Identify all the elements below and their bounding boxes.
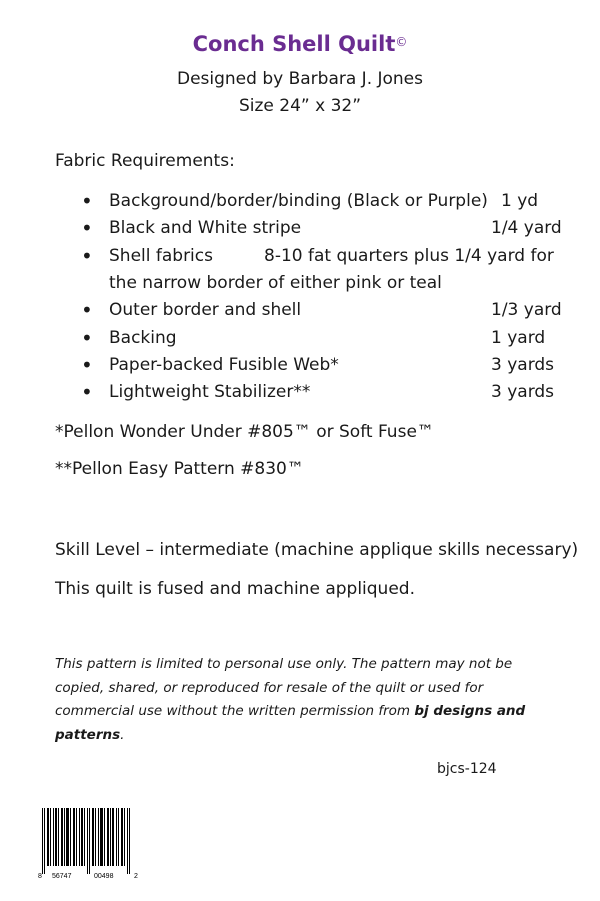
fabric-item-amount: 1/3 yard xyxy=(491,300,562,320)
skill-level: Skill Level – intermediate (machine applique skills necessary) xyxy=(55,540,579,560)
barcode xyxy=(38,808,142,880)
fabric-item-continuation: the narrow border of either pink or teal xyxy=(109,273,442,293)
footnote-easy-pattern: **Pellon Easy Pattern #830™ xyxy=(55,459,304,479)
barcode-digits-group2: 00498 xyxy=(94,873,114,880)
company-name: bj designs and patterns xyxy=(55,703,526,743)
bullet-icon: • xyxy=(81,189,93,213)
bullet-icon: • xyxy=(81,216,93,240)
usage-notice xyxy=(55,653,555,747)
fabric-item-amount: 8-10 fat quarters plus 1/4 yard for xyxy=(264,246,554,266)
fabric-item-name: Backing xyxy=(109,328,177,348)
fabric-item-name: Paper-backed Fusible Web* xyxy=(109,355,339,375)
barcode-icon xyxy=(38,808,142,880)
fabric-item-amount: 1/4 yard xyxy=(491,218,562,238)
usage-notice-text: This pattern is limited to personal use only. The pattern may not be copied, shared, or reproduced for resale of the quilt or used for commercial use without the written permission from xyxy=(55,656,513,719)
barcode-digit-right: 2 xyxy=(134,873,138,880)
fabric-item-name: Black and White stripe xyxy=(109,218,302,238)
fabric-item-amount: 3 yards xyxy=(491,382,555,402)
construction-method: This quilt is fused and machine appliqued. xyxy=(55,579,415,599)
fabric-item-name: Background/border/binding (Black or Purple) xyxy=(109,191,488,211)
fabric-item-amount: 1 yd xyxy=(501,191,539,211)
bullet-icon: • xyxy=(81,244,93,268)
footnote-wonder-under: *Pellon Wonder Under #805™ or Soft Fuse™ xyxy=(55,422,434,442)
fabric-item-amount: 3 yards xyxy=(491,355,555,375)
title-text: Conch Shell Quilt xyxy=(192,32,396,56)
bullet-icon: • xyxy=(81,326,93,350)
fabric-item-name: Shell fabrics xyxy=(109,246,213,266)
pattern-title xyxy=(0,32,600,56)
designer-line: Designed by Barbara J. Jones xyxy=(176,69,424,89)
fabric-item-amount: 1 yard xyxy=(491,328,546,348)
copyright-mark: © xyxy=(395,35,408,49)
bullet-icon: • xyxy=(81,298,93,322)
fabric-requirements-heading: Fabric Requirements: xyxy=(55,151,235,171)
pattern-code: bjcs-124 xyxy=(437,761,497,777)
barcode-digits-group1: 56747 xyxy=(52,873,72,880)
bullet-icon: • xyxy=(81,380,93,404)
bullet-icon: • xyxy=(81,353,93,377)
fabric-item-name: Lightweight Stabilizer** xyxy=(109,382,311,402)
fabric-item-name: Outer border and shell xyxy=(109,300,302,320)
size-line: Size 24” x 32” xyxy=(238,96,362,116)
usage-notice-end: . xyxy=(120,726,125,743)
barcode-digit-left: 8 xyxy=(38,873,42,880)
